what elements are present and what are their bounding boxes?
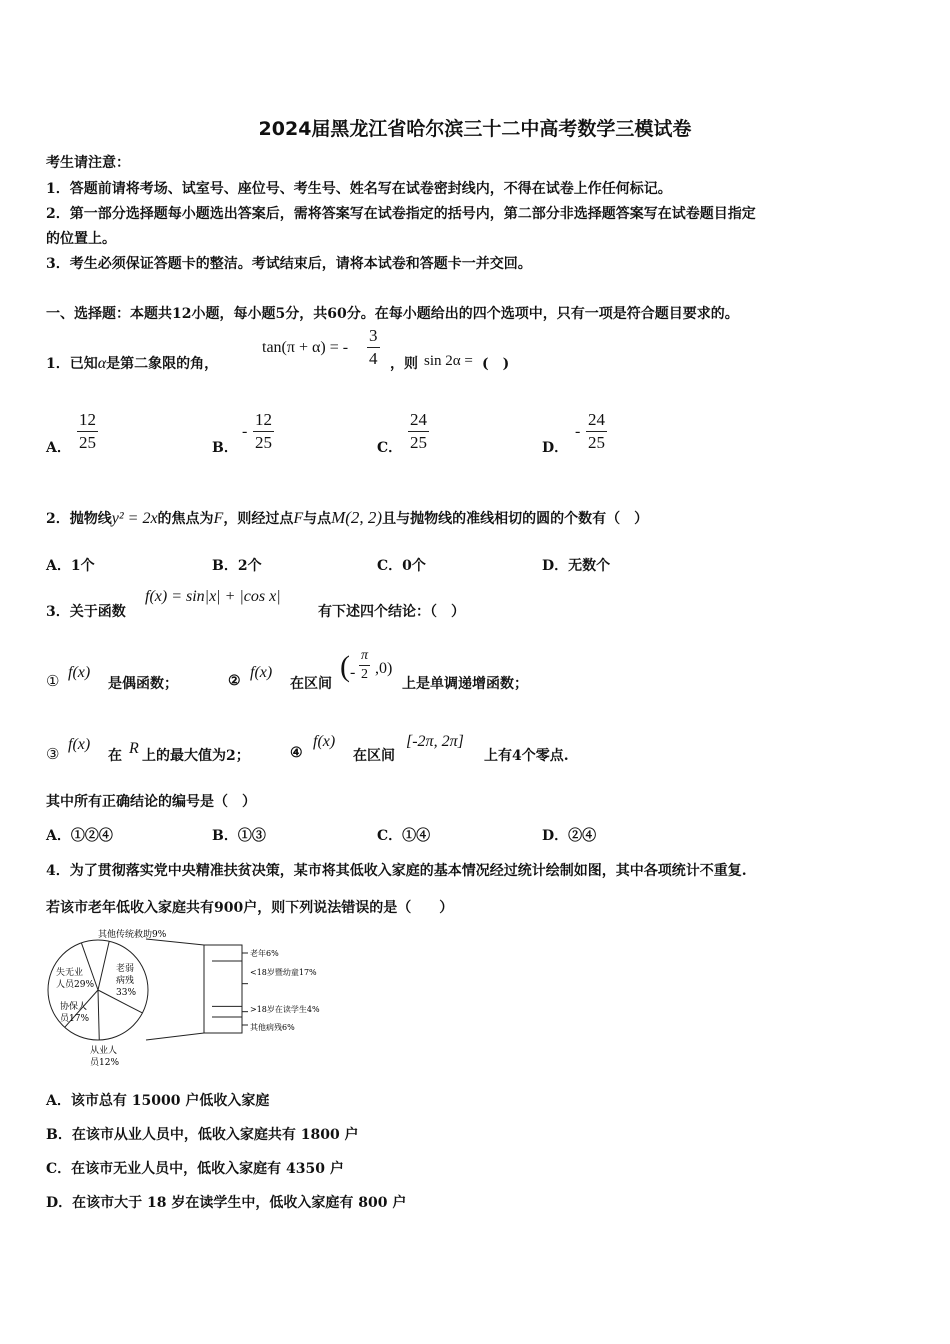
q1-option-b-num: 12 xyxy=(253,410,274,432)
q3-conclusion-3-a: 在 xyxy=(108,748,122,764)
q3-conclusion-4-b: 上有4个零点. xyxy=(484,748,569,764)
label-old: 老年6% xyxy=(250,949,279,958)
label-employed-2: 员12% xyxy=(90,1058,120,1068)
q3-option-b xyxy=(212,825,266,845)
q2-point-m: M(2, 2) xyxy=(331,508,383,527)
q3-option-d-label: D． xyxy=(542,828,569,844)
q3-fx-2: f(x) xyxy=(250,664,273,681)
q1-option-c-frac xyxy=(408,410,429,454)
q4-option-c-label: C． xyxy=(46,1161,72,1177)
q1-mid: 是第二象限的角， xyxy=(106,356,219,372)
notice-item-2: 2．第一部分选择题每小题选出答案后，需将答案写在试卷指定的括号内，第二部分非选择题答案写在试卷题目指定 xyxy=(46,206,756,222)
q3-conclusion-3-mark: ③ xyxy=(46,745,60,763)
q3-interval-4: [-2π, 2π] xyxy=(406,733,464,750)
q1-then: ，则 xyxy=(390,356,418,372)
q2-option-c xyxy=(377,555,426,575)
label-disabled-2: 病残 xyxy=(116,976,135,986)
q3-conclusion-4-mark: ④ xyxy=(290,745,303,761)
notice-heading: 考生请注意： xyxy=(46,155,130,171)
q3-fx-3: f(x) xyxy=(68,736,91,753)
q2-option-d-text: 无数个 xyxy=(568,558,611,574)
breakdown-lines xyxy=(212,953,248,1025)
q3-prefix: 3．关于函数 xyxy=(46,604,126,620)
q3-option-b-text: ①③ xyxy=(237,828,266,844)
q2-option-b-label: B． xyxy=(212,558,238,574)
q1-paren: ( ) xyxy=(482,356,510,372)
q1-stem xyxy=(46,353,218,373)
q2-text-1: 的焦点为 xyxy=(157,511,214,527)
q1-option-d-num: 24 xyxy=(586,410,607,432)
label-other-disabled: 其他病残6% xyxy=(250,1023,295,1032)
q4-option-c-text: 在该市无业人员中，低收入家庭有 4350 户 xyxy=(71,1161,344,1177)
q3-interval-2-frac xyxy=(359,648,370,684)
q1-alpha: α xyxy=(97,355,107,372)
q2-prefix: 2．抛物线 xyxy=(46,511,112,527)
q3-option-c xyxy=(377,825,430,845)
q3-interval-2-left: ( xyxy=(340,650,350,683)
q2-focus-f-2: F xyxy=(293,510,304,527)
q2-option-c-text: 0个 xyxy=(402,558,426,574)
q4-option-a xyxy=(46,1090,269,1110)
label-student: >18岁在读学生4% xyxy=(250,1005,320,1014)
q4-pie-chart xyxy=(46,925,346,1075)
pie-slice-2 xyxy=(98,941,109,990)
q1-option-b-den: 25 xyxy=(255,433,272,452)
q3-real-r: R xyxy=(129,740,139,757)
q4-stem-line-2: 若该市老年低收入家庭共有900户，则下列说法错误的是（ ） xyxy=(46,900,454,916)
q1-option-a-num: 12 xyxy=(77,410,98,432)
label-guarantee-2: 员17% xyxy=(60,1014,90,1024)
q1-sin: sin 2α = xyxy=(424,353,473,369)
q3-interval-2-right: ,0) xyxy=(375,660,393,677)
q2-text-2: ，则经过点 xyxy=(223,511,294,527)
q2-text-3: 与点 xyxy=(303,511,332,527)
notice-item-1: 1．答题前请将考场、试室号、座位号、考生号、姓名写在试卷密封线内，不得在试卷上作任何标记。 xyxy=(46,181,672,197)
q1-option-a-den: 25 xyxy=(79,433,96,452)
q3-option-c-label: C． xyxy=(377,828,403,844)
label-disabled-1: 老弱 xyxy=(116,964,135,974)
q1-fraction xyxy=(367,326,380,370)
q4-option-b-label: B． xyxy=(46,1127,72,1143)
q1-frac-num: 3 xyxy=(367,326,380,348)
q2-stem xyxy=(46,508,648,528)
q2-focus-f: F xyxy=(213,510,224,527)
q1-option-d-frac xyxy=(586,410,607,454)
q1-frac-den: 4 xyxy=(369,349,378,368)
label-guarantee-1: 协保人 xyxy=(60,1002,88,1012)
q4-option-d-label: D． xyxy=(46,1195,73,1211)
q1-option-d-label: D． xyxy=(542,440,569,456)
notice-item-3: 3．考生必须保证答题卡的整洁。考试结束后，请将本试卷和答题卡一并交回。 xyxy=(46,256,532,272)
q4-option-b xyxy=(46,1124,359,1144)
notice-item-2-cont: 的位置上。 xyxy=(46,231,116,247)
q3-conclusion-3-b: 上的最大值为2； xyxy=(142,748,250,764)
q3-interval-2-pi: π xyxy=(359,648,370,666)
q4-option-a-label: A． xyxy=(46,1093,71,1109)
q3-interval-2-sign: - xyxy=(350,664,356,681)
q1-option-b-label: B． xyxy=(212,440,238,456)
q1-option-c-num: 24 xyxy=(408,410,429,432)
q3-conclusion-4-a: 在区间 xyxy=(353,748,395,764)
q2-option-c-label: C． xyxy=(377,558,403,574)
q2-option-a xyxy=(46,555,95,575)
q3-option-d xyxy=(542,825,596,845)
q2-option-d-label: D． xyxy=(542,558,569,574)
q1-option-d-sign: - xyxy=(575,423,581,440)
q1-option-c-label: C． xyxy=(377,440,403,456)
page-title: 2024届黑龙江省哈尔滨三十二中高考数学三模试卷 xyxy=(258,118,692,140)
label-disabled-3: 33% xyxy=(116,988,137,998)
q3-suffix: 有下述四个结论：（ ） xyxy=(318,604,465,620)
q1-prefix: 1．已知 xyxy=(46,356,98,372)
q1-option-b-frac xyxy=(253,410,274,454)
q2-option-b xyxy=(212,555,262,575)
q3-option-a xyxy=(46,825,113,845)
q3-ask: 其中所有正确结论的编号是（ ） xyxy=(46,794,256,810)
connector-bottom xyxy=(146,1033,204,1040)
pie-slice-4 xyxy=(98,990,99,1040)
q2-option-b-text: 2个 xyxy=(237,558,262,574)
q2-option-d xyxy=(542,555,610,575)
q2-option-a-label: A． xyxy=(46,558,71,574)
label-unemployed-1: 失无业 xyxy=(56,968,84,978)
q1-option-b-sign: - xyxy=(242,423,248,440)
label-under18: <18岁暨幼童17% xyxy=(250,968,317,977)
q4-option-d xyxy=(46,1192,406,1212)
q1-option-c-den: 25 xyxy=(410,433,427,452)
q2-option-a-text: 1个 xyxy=(70,558,95,574)
q3-option-b-label: B． xyxy=(212,828,238,844)
q3-option-a-text: ①②④ xyxy=(70,828,113,844)
section-heading: 一、选择题：本题共12小题，每小题5分，共60分。在每小题给出的四个选项中，只有一项是符合题目要求的。 xyxy=(46,306,739,322)
q1-option-d-den: 25 xyxy=(588,433,605,452)
breakdown-bar xyxy=(204,945,242,1033)
q3-interval-2-two: 2 xyxy=(361,667,368,682)
q4-option-b-text: 在该市从业人员中，低收入家庭共有 1800 户 xyxy=(71,1127,359,1143)
q3-option-a-label: A． xyxy=(46,828,71,844)
q3-fx-1: f(x) xyxy=(68,664,91,681)
q3-conclusion-1-mark: ① xyxy=(46,672,60,690)
q4-option-c xyxy=(46,1158,344,1178)
q4-stem-line-1: 4．为了贯彻落实党中央精准扶贫决策，某市将其低收入家庭的基本情况经过统计绘制如图，其中各项统计不重复. xyxy=(46,863,747,879)
q1-option-a-label: A． xyxy=(46,440,71,456)
q2-equation: y² = 2x xyxy=(111,510,158,527)
q4-option-a-text: 该市总有 15000 户低收入家庭 xyxy=(70,1093,270,1109)
q4-option-d-text: 在该市大于 18 岁在读学生中，低收入家庭有 800 户 xyxy=(72,1195,407,1211)
q1-option-a-frac xyxy=(77,410,98,454)
q2-text-4: 且与抛物线的准线相切的圆的个数有（ ） xyxy=(382,511,649,527)
q3-option-d-text: ②④ xyxy=(568,828,597,844)
q3-conclusion-2-mark: ② xyxy=(228,673,241,689)
q3-fx-4: f(x) xyxy=(313,733,336,750)
q3-function: f(x) = sin|x| + |cos x| xyxy=(145,588,281,605)
q3-conclusion-1-text: 是偶函数； xyxy=(108,676,178,692)
q1-equation-left: tan(π + α) = - xyxy=(262,339,349,356)
label-other: 其他传统救助9% xyxy=(98,930,167,940)
q3-conclusion-2-a: 在区间 xyxy=(290,676,332,692)
q3-conclusion-2-b: 上是单调递增函数； xyxy=(402,676,528,692)
label-employed-1: 从业人 xyxy=(90,1046,118,1056)
q3-option-c-text: ①④ xyxy=(402,828,431,844)
label-unemployed-2: 人员29% xyxy=(56,980,95,990)
